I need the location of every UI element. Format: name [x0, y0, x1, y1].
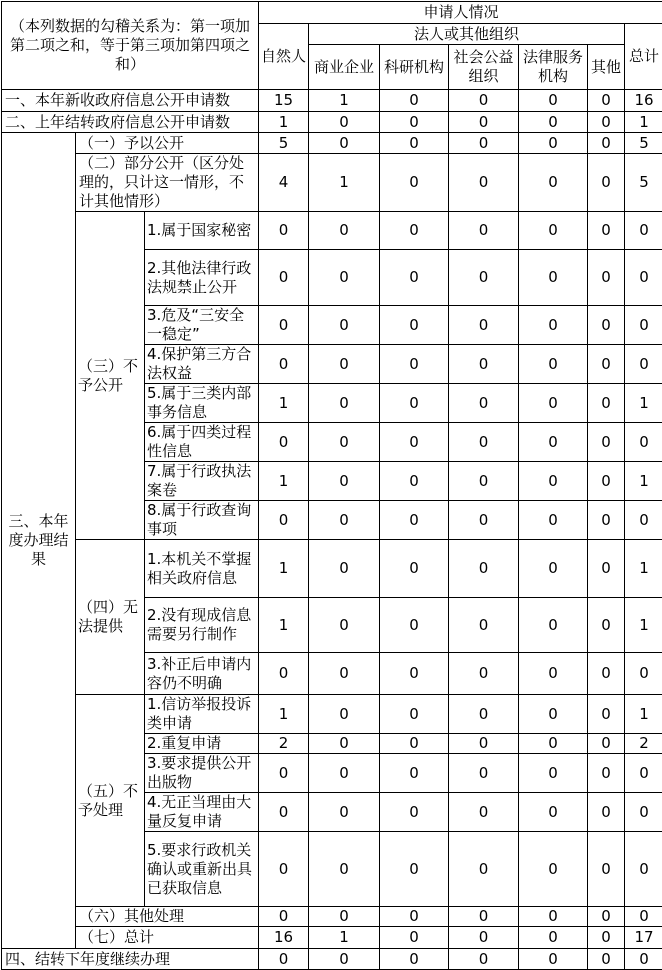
value-cell: 0 — [519, 695, 588, 734]
value-cell: 0 — [449, 112, 519, 133]
row-carried-over — [2, 112, 662, 133]
section-unable-provide-label: （四）无法提供 — [76, 540, 145, 695]
value-cell: 0 — [625, 501, 662, 540]
value-cell: 0 — [588, 384, 625, 423]
value-cell: 0 — [449, 540, 519, 598]
value-cell: 0 — [625, 949, 662, 970]
value-cell: 0 — [309, 754, 380, 793]
value-cell: 0 — [309, 793, 380, 832]
value-cell: 0 — [588, 598, 625, 653]
section-refuse-process-label: （五）不予处理 — [76, 695, 145, 907]
header-legal-service-org: 法律服务机构 — [519, 45, 588, 90]
value-cell: 0 — [380, 754, 449, 793]
value-cell: 0 — [588, 927, 625, 949]
value-cell: 0 — [588, 734, 625, 754]
value-cell: 0 — [519, 462, 588, 501]
value-cell: 0 — [309, 832, 380, 907]
value-cell: 0 — [309, 598, 380, 653]
header-legal-org: 法人或其他组织 — [309, 24, 625, 45]
value-cell: 0 — [519, 154, 588, 212]
value-cell: 0 — [309, 112, 380, 133]
value-cell: 1 — [625, 384, 662, 423]
value-cell: 0 — [449, 154, 519, 212]
value-cell: 0 — [625, 653, 662, 695]
value-cell: 0 — [519, 212, 588, 250]
value-cell: 0 — [519, 793, 588, 832]
value-cell: 0 — [519, 734, 588, 754]
value-cell: 0 — [588, 133, 625, 154]
value-cell: 0 — [449, 212, 519, 250]
header-public-welfare-org: 社会公益组织 — [449, 45, 519, 90]
value-cell: 0 — [309, 949, 380, 970]
value-cell: 0 — [259, 949, 309, 970]
value-cell: 1 — [309, 927, 380, 949]
value-cell: 0 — [588, 501, 625, 540]
value-cell: 0 — [588, 462, 625, 501]
value-cell: 0 — [519, 598, 588, 653]
value-cell: 0 — [449, 653, 519, 695]
value-cell: 0 — [380, 250, 449, 306]
value-cell: 0 — [588, 793, 625, 832]
value-cell: 0 — [519, 927, 588, 949]
value-cell: 0 — [309, 653, 380, 695]
value-cell: 0 — [625, 212, 662, 250]
row-label: 2.没有现成信息需要另行制作 — [145, 598, 259, 653]
row-new-requests — [2, 90, 662, 112]
value-cell: 0 — [309, 501, 380, 540]
value-cell: 0 — [449, 695, 519, 734]
value-cell: 16 — [625, 90, 662, 112]
value-cell: 0 — [449, 927, 519, 949]
value-cell: 0 — [380, 90, 449, 112]
value-cell: 0 — [625, 423, 662, 462]
value-cell: 0 — [625, 907, 662, 927]
value-cell: 0 — [519, 133, 588, 154]
value-cell: 0 — [380, 133, 449, 154]
row-disclosed — [2, 133, 662, 154]
header-natural-person: 自然人 — [259, 24, 309, 90]
value-cell: 0 — [519, 907, 588, 927]
header-other: 其他 — [588, 45, 625, 90]
row-label: 2.重复申请 — [145, 734, 259, 754]
value-cell: 0 — [449, 345, 519, 384]
row-refuse-1 — [2, 212, 662, 250]
row-label: （六）其他处理 — [76, 907, 259, 927]
value-cell: 0 — [380, 112, 449, 133]
corner-note: （本列数据的勾稽关系为：第一项加第二项之和，等于第三项加第四项之和） — [2, 2, 259, 90]
value-cell: 2 — [625, 734, 662, 754]
value-cell: 0 — [380, 832, 449, 907]
value-cell: 0 — [588, 907, 625, 927]
value-cell: 2 — [259, 734, 309, 754]
value-cell: 1 — [309, 90, 380, 112]
section-annual-result-label: 三、本年度办理结果 — [2, 133, 76, 949]
value-cell: 0 — [380, 734, 449, 754]
value-cell: 0 — [519, 250, 588, 306]
row-label: 1.信访举报投诉类申请 — [145, 695, 259, 734]
value-cell: 0 — [449, 949, 519, 970]
value-cell: 0 — [380, 501, 449, 540]
row-subtotal — [2, 927, 662, 949]
row-label: 6.属于四类过程性信息 — [145, 423, 259, 462]
row-label: 一、本年新收政府信息公开申请数 — [2, 90, 259, 112]
value-cell: 0 — [309, 540, 380, 598]
value-cell: 0 — [259, 250, 309, 306]
row-partially-disclosed — [2, 154, 662, 212]
value-cell: 0 — [588, 90, 625, 112]
value-cell: 0 — [259, 501, 309, 540]
row-other-handling — [2, 907, 662, 927]
value-cell: 0 — [588, 653, 625, 695]
value-cell: 0 — [380, 212, 449, 250]
value-cell: 1 — [259, 540, 309, 598]
value-cell: 0 — [449, 832, 519, 907]
value-cell: 0 — [309, 306, 380, 345]
value-cell: 5 — [259, 133, 309, 154]
value-cell: 0 — [449, 793, 519, 832]
value-cell: 0 — [380, 927, 449, 949]
value-cell: 0 — [380, 793, 449, 832]
row-label: 3.要求提供公开出版物 — [145, 754, 259, 793]
row-unable-1 — [2, 540, 662, 598]
value-cell: 0 — [588, 695, 625, 734]
value-cell: 0 — [588, 212, 625, 250]
row-label: （一）予以公开 — [76, 133, 259, 154]
value-cell: 0 — [519, 112, 588, 133]
value-cell: 0 — [380, 384, 449, 423]
value-cell: 0 — [625, 306, 662, 345]
value-cell: 0 — [259, 754, 309, 793]
value-cell: 16 — [259, 927, 309, 949]
value-cell: 0 — [449, 423, 519, 462]
value-cell: 0 — [449, 90, 519, 112]
value-cell: 0 — [449, 501, 519, 540]
value-cell: 1 — [625, 462, 662, 501]
header-commercial-enterprise: 商业企业 — [309, 45, 380, 90]
value-cell: 0 — [309, 462, 380, 501]
value-cell: 0 — [588, 754, 625, 793]
value-cell: 0 — [519, 423, 588, 462]
value-cell: 0 — [309, 907, 380, 927]
value-cell: 0 — [449, 462, 519, 501]
value-cell: 1 — [259, 462, 309, 501]
value-cell: 0 — [519, 384, 588, 423]
value-cell: 0 — [449, 734, 519, 754]
value-cell: 1 — [309, 154, 380, 212]
row-label: 5.要求行政机关确认或重新出具已获取信息 — [145, 832, 259, 907]
section-refuse-disclose-label: （三）不予公开 — [76, 212, 145, 540]
row-label: 5.属于三类内部事务信息 — [145, 384, 259, 423]
value-cell: 0 — [309, 133, 380, 154]
value-cell: 0 — [380, 907, 449, 927]
row-label: 四、结转下年度继续办理 — [2, 949, 259, 970]
value-cell: 0 — [259, 653, 309, 695]
value-cell: 0 — [449, 384, 519, 423]
value-cell: 0 — [259, 423, 309, 462]
value-cell: 1 — [625, 540, 662, 598]
value-cell: 0 — [625, 250, 662, 306]
value-cell: 0 — [259, 832, 309, 907]
value-cell: 0 — [519, 832, 588, 907]
value-cell: 0 — [588, 154, 625, 212]
value-cell: 5 — [625, 154, 662, 212]
row-noprocess-1 — [2, 695, 662, 734]
value-cell: 0 — [588, 112, 625, 133]
row-label: 1.本机关不掌握相关政府信息 — [145, 540, 259, 598]
value-cell: 0 — [309, 423, 380, 462]
value-cell: 0 — [588, 832, 625, 907]
value-cell: 0 — [588, 345, 625, 384]
value-cell: 0 — [380, 653, 449, 695]
value-cell: 0 — [449, 306, 519, 345]
value-cell: 0 — [449, 754, 519, 793]
disclosure-requests-table — [1, 1, 662, 970]
value-cell: 1 — [625, 695, 662, 734]
header-total: 总计 — [625, 24, 662, 90]
value-cell: 0 — [259, 345, 309, 384]
value-cell: 0 — [519, 540, 588, 598]
header-research-institution: 科研机构 — [380, 45, 449, 90]
row-label: 3.补正后申请内容仍不明确 — [145, 653, 259, 695]
value-cell: 0 — [519, 345, 588, 384]
header-applicant-status: 申请人情况 — [259, 2, 662, 24]
value-cell: 0 — [519, 754, 588, 793]
value-cell: 0 — [309, 734, 380, 754]
value-cell: 5 — [625, 133, 662, 154]
value-cell: 0 — [449, 250, 519, 306]
value-cell: 0 — [588, 423, 625, 462]
value-cell: 17 — [625, 927, 662, 949]
value-cell: 0 — [259, 212, 309, 250]
value-cell: 0 — [380, 345, 449, 384]
value-cell: 0 — [588, 540, 625, 598]
row-label: 7.属于行政执法案卷 — [145, 462, 259, 501]
value-cell: 0 — [588, 250, 625, 306]
value-cell: 1 — [259, 112, 309, 133]
value-cell: 1 — [625, 112, 662, 133]
value-cell: 0 — [519, 90, 588, 112]
value-cell: 0 — [380, 306, 449, 345]
value-cell: 1 — [259, 695, 309, 734]
value-cell: 0 — [259, 306, 309, 345]
row-label: 2.其他法律行政法规禁止公开 — [145, 250, 259, 306]
value-cell: 0 — [380, 423, 449, 462]
value-cell: 0 — [309, 212, 380, 250]
value-cell: 0 — [519, 653, 588, 695]
row-label: （二）部分公开（区分处理的，只计这一情形，不计其他情形） — [76, 154, 259, 212]
value-cell: 0 — [519, 306, 588, 345]
value-cell: 0 — [449, 907, 519, 927]
value-cell: 1 — [259, 384, 309, 423]
row-label: 1.属于国家秘密 — [145, 212, 259, 250]
value-cell: 15 — [259, 90, 309, 112]
value-cell: 0 — [380, 540, 449, 598]
value-cell: 0 — [625, 832, 662, 907]
value-cell: 0 — [588, 306, 625, 345]
value-cell: 0 — [519, 501, 588, 540]
row-label: 二、上年结转政府信息公开申请数 — [2, 112, 259, 133]
value-cell: 0 — [625, 793, 662, 832]
value-cell: 0 — [309, 384, 380, 423]
row-label: 4.无正当理由大量反复申请 — [145, 793, 259, 832]
value-cell: 0 — [309, 250, 380, 306]
value-cell: 0 — [309, 695, 380, 734]
row-label: 8.属于行政查询事项 — [145, 501, 259, 540]
value-cell: 0 — [380, 695, 449, 734]
row-label: （七）总计 — [76, 927, 259, 949]
row-label: 3.危及“三安全一稳定” — [145, 306, 259, 345]
value-cell: 0 — [380, 598, 449, 653]
value-cell: 0 — [588, 949, 625, 970]
value-cell: 0 — [519, 949, 588, 970]
value-cell: 0 — [259, 793, 309, 832]
value-cell: 0 — [309, 345, 380, 384]
value-cell: 0 — [625, 345, 662, 384]
value-cell: 0 — [449, 133, 519, 154]
value-cell: 0 — [259, 907, 309, 927]
row-next-year — [2, 949, 662, 970]
value-cell: 0 — [449, 598, 519, 653]
value-cell: 0 — [380, 154, 449, 212]
header-row-1 — [2, 2, 662, 24]
value-cell: 4 — [259, 154, 309, 212]
row-label: 4.保护第三方合法权益 — [145, 345, 259, 384]
value-cell: 1 — [259, 598, 309, 653]
value-cell: 0 — [380, 949, 449, 970]
value-cell: 1 — [625, 598, 662, 653]
value-cell: 0 — [625, 754, 662, 793]
value-cell: 0 — [380, 462, 449, 501]
